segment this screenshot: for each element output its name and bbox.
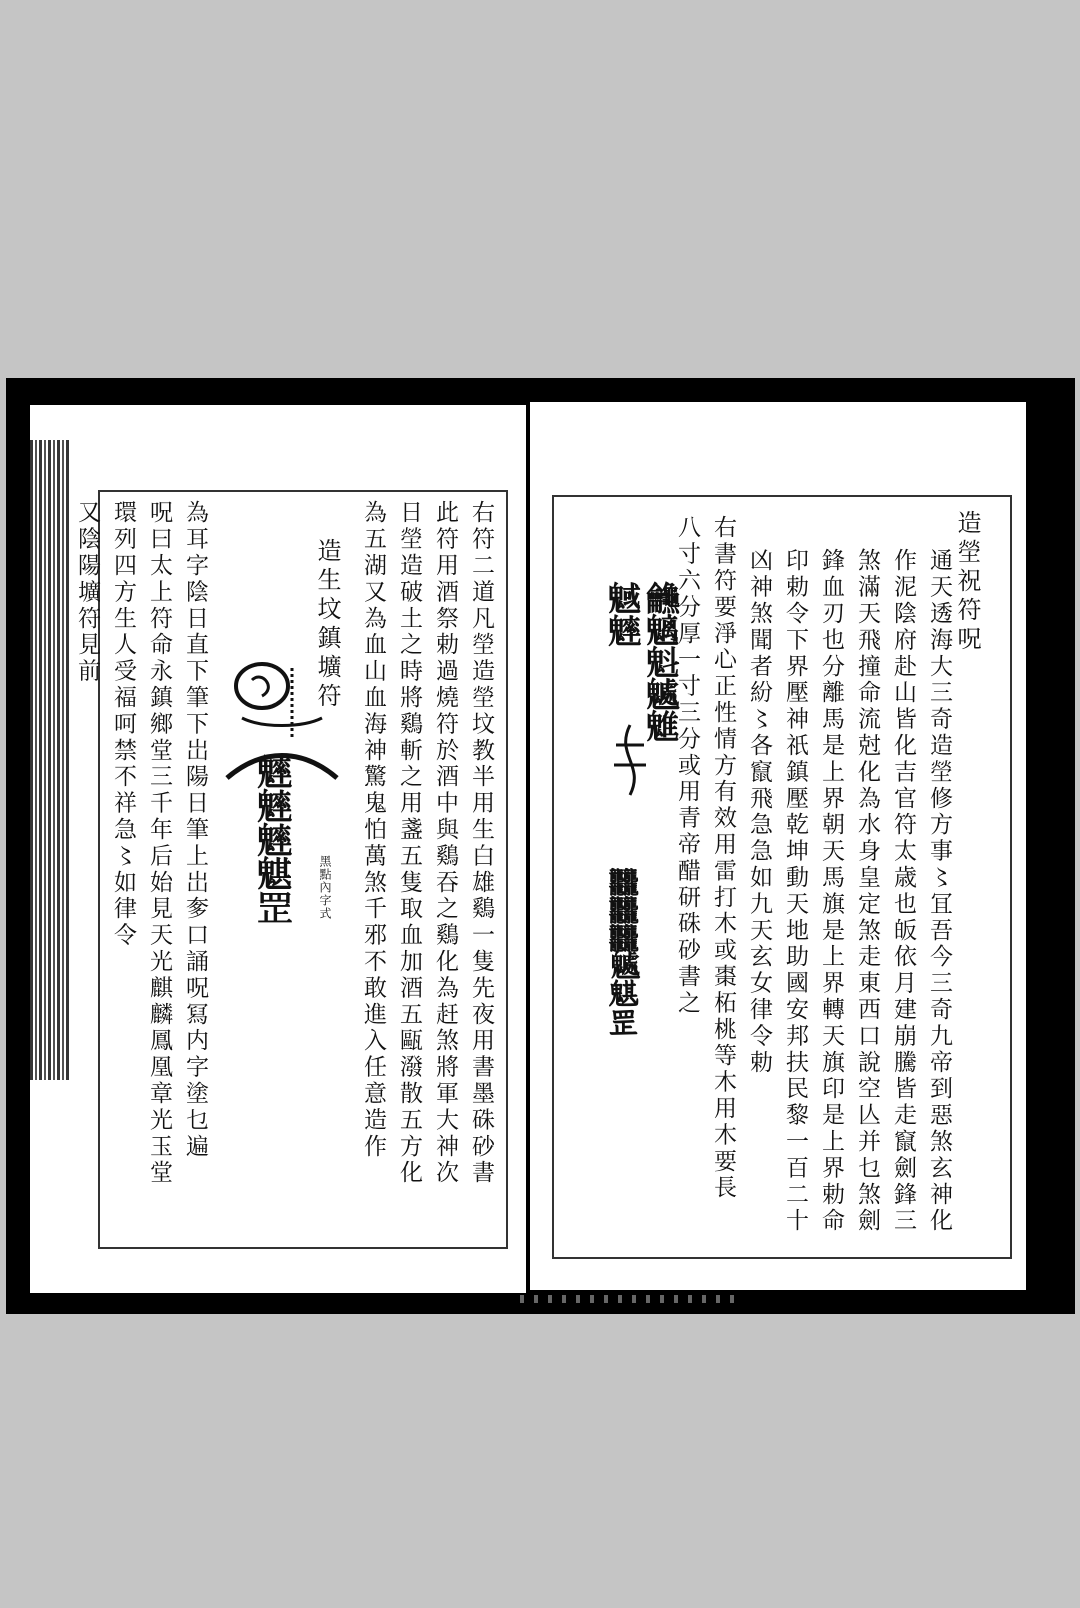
left-text-col-6: 呪曰太上符命永鎮鄉堂三千年后始見天光麒麟鳳凰章光玉堂 bbox=[146, 500, 172, 1187]
left-text-col-2: 此符用酒祭勅過燒符於酒中與鷄吞之鷄化為赶煞將軍大神次 bbox=[432, 500, 458, 1187]
right-talisman-bottom: 𪚥𪚥𪚥𩴘魌罡 bbox=[606, 865, 641, 1033]
left-text-col-5: 為耳字陰日直下筆下岀陽日筆上岀奓口誦呪冩内字塗乜遍 bbox=[182, 500, 208, 1160]
left-talisman: 𩴐𩴐𩴐魌罡 bbox=[253, 752, 295, 922]
right-text-col-4: 鋒血刃也分離馬是上界朝天馬旗是上界轉天旗印是上界勅命 bbox=[818, 548, 844, 1235]
right-text-col-3: 煞滿天飛撞命流尅化為水身皇定煞走東西口說空亾并乜煞劍 bbox=[854, 548, 880, 1235]
right-text-col-6: 凶神煞聞者紛〻各竄飛急急如九天玄女律令勅 bbox=[746, 548, 772, 1076]
right-text-col-1: 通天透海大三奇造塋修方事〻冝吾今三奇九帝到惡煞玄神化 bbox=[926, 548, 952, 1235]
right-page-title: 造塋祝符呪 bbox=[953, 510, 981, 655]
left-text-col-4: 為五湖又為血山血海神驚鬼怕萬煞千邪不敢進入任意造作 bbox=[360, 500, 386, 1160]
right-text-col-8: 八寸六分厚一寸三分或用青帝醋研硃砂書之 bbox=[674, 515, 700, 1017]
book-edge-shading bbox=[30, 440, 70, 1080]
left-talisman-note: 黑點內字式 bbox=[318, 855, 332, 920]
left-text-col-7: 環列四方生人受福呵禁不祥急〻如律令 bbox=[110, 500, 136, 949]
left-subtitle: 造生坟鎮壙符 bbox=[313, 538, 341, 712]
right-text-col-2: 作泥陰府赴山皆化吉官符太歳也皈依月建崩騰皆走竄劍鋒三 bbox=[890, 548, 916, 1235]
right-text-col-7: 右書符要淨心正性情方有效用雷打木或棗柘桃等木用木要長 bbox=[710, 515, 736, 1202]
left-text-col-3: 日塋造破土之時將鷄斬之用盞五隻取血加酒五甌潑散五方化 bbox=[396, 500, 422, 1187]
left-text-col-8: 又陰陽壙符見前 bbox=[74, 500, 100, 685]
right-talisman-top: 𪛖魑魁𩴘魋魊𩴐 bbox=[603, 580, 681, 740]
right-talisman-tail bbox=[610, 725, 650, 795]
gutter-marks bbox=[520, 1295, 740, 1303]
right-text-col-5: 印勅令下界壓神祇鎮壓乾坤動天地助國安邦扶民黎一百二十 bbox=[782, 548, 808, 1235]
left-text-col-1: 右符二道凡塋造塋坟教半用生白雄鷄一隻先夜用書墨硃砂書 bbox=[468, 500, 494, 1187]
